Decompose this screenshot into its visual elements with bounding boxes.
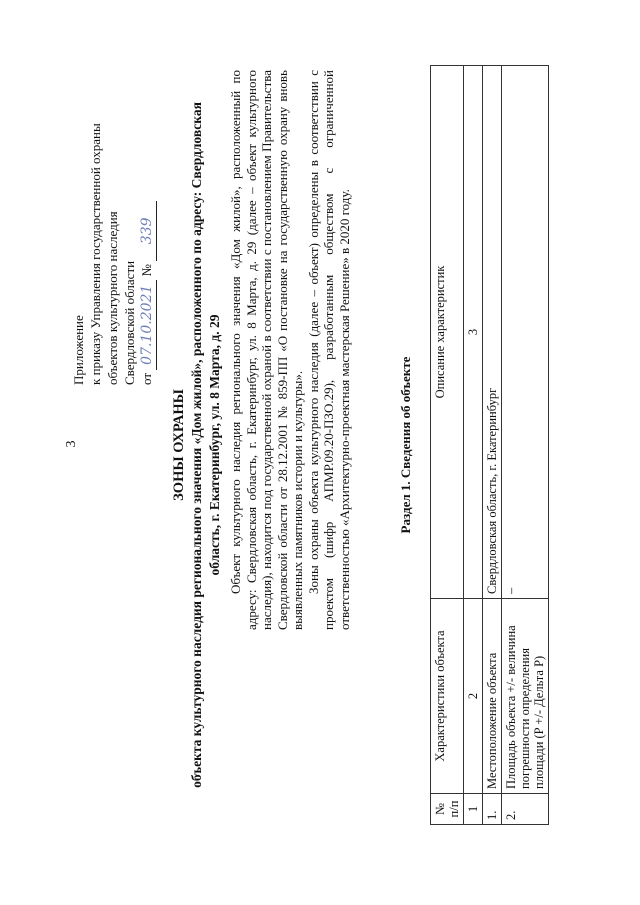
from-label: от bbox=[139, 372, 154, 385]
title-line: ЗОНЫ ОХРАНЫ bbox=[171, 389, 187, 501]
appendix-date-line bbox=[138, 85, 157, 385]
table-header: Описание характеристик bbox=[431, 66, 464, 599]
table-cell: 1 bbox=[464, 794, 483, 825]
document-body bbox=[228, 70, 352, 630]
appendix-line: объектов культурного наследия bbox=[105, 211, 120, 385]
table-index-row bbox=[464, 66, 483, 825]
table-cell: Свердловская область, г. Екатеринбург bbox=[483, 66, 502, 599]
appendix-header bbox=[70, 85, 157, 385]
handwritten-number: 339 bbox=[139, 201, 157, 261]
table-header-row bbox=[431, 66, 464, 825]
appendix-line: Приложение bbox=[71, 315, 86, 385]
section-title: Раздел 1. Сведения об объекте bbox=[398, 356, 413, 534]
appendix-line: Свердловской области bbox=[122, 260, 137, 385]
title-line: область, г. Екатеринбург, ул. 8 Марта, д. 29 bbox=[207, 314, 222, 576]
document-title bbox=[170, 65, 224, 825]
handwritten-date: 07.10.2021 bbox=[139, 280, 157, 370]
table-header: № п/п bbox=[431, 794, 464, 825]
table-header: Характеристики объекта bbox=[431, 599, 464, 794]
table-cell: 1. bbox=[483, 794, 502, 825]
title-line: объекта культурного наследия регионального значения «Дом жилой», расположенного по адресу: Свердловская bbox=[189, 102, 204, 788]
number-label: № bbox=[139, 264, 154, 277]
paragraph: Объект культурного наследия регионального значения «Дом жилой», расположенный по адресу: Свердловская область, г. Екатеринбург, ул. 8 Марта, д. 29 (далее – объект культурного наследия), находится под государственной охраной в соответствии с постановлением Правительства Свердловской области от 28.12.2001 № 859-ПП «О постановке на государственную охрану вновь выявленных памятников истории и культуры». bbox=[228, 70, 305, 630]
table-cell: 2. bbox=[502, 794, 549, 825]
page-number: 3 bbox=[64, 440, 79, 448]
table-cell: Площадь объекта +/- величина погрешности определения площади (P +/- Дельта P) bbox=[502, 599, 549, 794]
table-cell: – bbox=[502, 66, 549, 599]
paragraph: Зоны охраны объекта культурного наследия (далее – объект) определены в соответствии с проектом (шифр АПМР.09.20-ПЗО.29), разработанным обществом с ограниченной ответственностью «Архитектурно-проектная мастерская Решение» в 2020 году. bbox=[305, 70, 352, 630]
table-cell: 2 bbox=[464, 599, 483, 794]
table-row bbox=[502, 66, 549, 825]
table-row bbox=[483, 66, 502, 825]
table-cell: 3 bbox=[464, 66, 483, 599]
table-cell: Местоположение объекта bbox=[483, 599, 502, 794]
object-info-table bbox=[430, 65, 549, 825]
appendix-line: к приказу Управления государственной охраны bbox=[88, 123, 103, 385]
